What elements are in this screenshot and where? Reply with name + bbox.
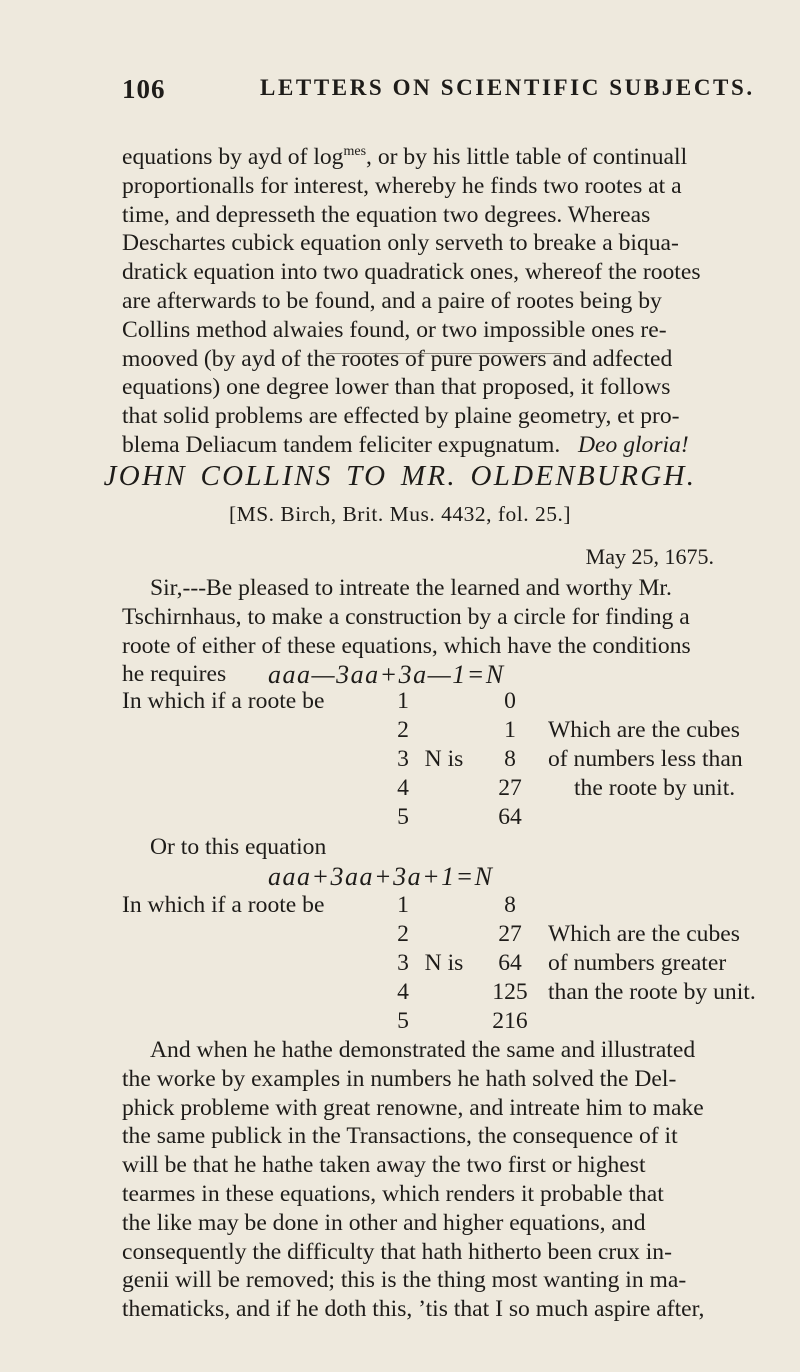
cube-value: 125 [492, 979, 528, 1005]
table-note: than the roote by unit. [548, 979, 756, 1005]
text-line: are afterwards to be found, and a paire of rootes being by [122, 287, 662, 314]
text-line: Collins method alwaies found, or two impossible ones re- [122, 316, 667, 343]
table-lead: In which if a roote be [122, 688, 325, 714]
root-value: 2 [397, 921, 409, 947]
table-note: Which are the cubes [548, 717, 740, 743]
root-value: 3 [397, 746, 409, 772]
opening-paragraph [122, 138, 764, 460]
page-number: 106 [122, 74, 166, 104]
equation-2: aaa+3aa+3a+1=N [268, 862, 494, 891]
cube-value: 27 [498, 921, 522, 947]
text-line: And when he hathe demonstrated the same and illustrated [150, 1037, 696, 1063]
text-line: Deschartes cubick equation only serveth to breake a biqua- [122, 230, 679, 257]
cube-value: 64 [498, 804, 522, 830]
text-line: roote of either of these equations, which have the conditions [122, 632, 691, 659]
n-label: N is [424, 746, 464, 772]
cube-value: 1 [504, 717, 516, 743]
cube-value: 27 [498, 775, 522, 801]
closing-paragraph [122, 1036, 764, 1324]
text-line: blema Deliacum tandem feliciter expugnatum. Deo gloria! [122, 431, 689, 458]
cube-value: 8 [504, 746, 516, 772]
manuscript-source: [MS. Birch, Brit. Mus. 4432, fol. 25.] [228, 502, 572, 526]
root-value: 1 [397, 688, 409, 714]
page-header [122, 74, 762, 114]
text-line: tearmes in these equations, which renders it probable that [122, 1180, 664, 1207]
root-value: 5 [397, 804, 409, 830]
text-line: phick probleme with great renowne, and intreate him to make [122, 1094, 704, 1121]
text-line: proportionalls for interest, whereby he finds two rootes at a [122, 172, 682, 199]
table-note: of numbers less than [548, 746, 743, 772]
text-line: will be that he hathe taken away the two first or highest [122, 1152, 646, 1179]
text-line: the same publick in the Transactions, the consequence of it [122, 1123, 678, 1150]
cube-value: 0 [504, 688, 516, 714]
root-value: 5 [397, 1008, 409, 1034]
table-lead: In which if a roote be [122, 892, 325, 918]
cube-value: 216 [492, 1008, 528, 1034]
cube-value: 64 [498, 950, 522, 976]
table-note: Which are the cubes [548, 921, 740, 947]
text-line: thematicks, and if he doth this, ’tis that I so much aspire after, [122, 1296, 705, 1323]
running-title: LETTERS ON SCIENTIFIC SUBJECTS. [260, 75, 755, 100]
text-line: equations) one degree lower than that proposed, it follows [122, 374, 671, 401]
text-line: Tschirnhaus, to make a construction by a circle for finding a [122, 603, 690, 630]
text-line: he requires [122, 661, 227, 688]
letter-title: JOHN COLLINS TO MR. OLDENBURGH. [103, 460, 697, 492]
root-value: 4 [397, 979, 409, 1005]
text-line: mooved (by ayd of the rootes of pure powers and adfected [122, 345, 673, 372]
section-divider [326, 353, 562, 354]
cube-value: 8 [504, 892, 516, 918]
text-line: dratick equation into two quadratick ones, whereof the rootes [122, 259, 701, 286]
text-line: consequently the difficulty that hath hitherto been crux in- [122, 1238, 672, 1265]
n-label: N is [424, 950, 464, 976]
text-line: equations by ayd of $\log^{mes}$, or by his little table of continuall [122, 144, 688, 170]
root-value: 4 [397, 775, 409, 801]
root-value: 1 [397, 892, 409, 918]
text-line: the like may be done in other and higher equations, and [122, 1209, 646, 1236]
text-line: Sir,---Be pleased to intreate the learned and worthy Mr. [150, 575, 672, 601]
letter-date: May 25, 1675. [585, 544, 714, 569]
table-note: of numbers greater [548, 950, 727, 976]
table-note: the roote by unit. [574, 775, 736, 801]
text-line: time, and depresseth the equation two degrees. Whereas [122, 201, 651, 228]
root-value: 3 [397, 950, 409, 976]
text-line: genii will be removed; this is the thing most wanting in ma- [122, 1267, 687, 1294]
text-line: that solid problems are effected by plaine geometry, et pro- [122, 403, 680, 430]
equation-1: aaa—3aa+3a—1=N [268, 660, 505, 689]
text-line: the worke by examples in numbers he hath solved the Del- [122, 1065, 677, 1092]
root-value: 2 [397, 717, 409, 743]
transition-text: Or to this equation [150, 834, 327, 860]
